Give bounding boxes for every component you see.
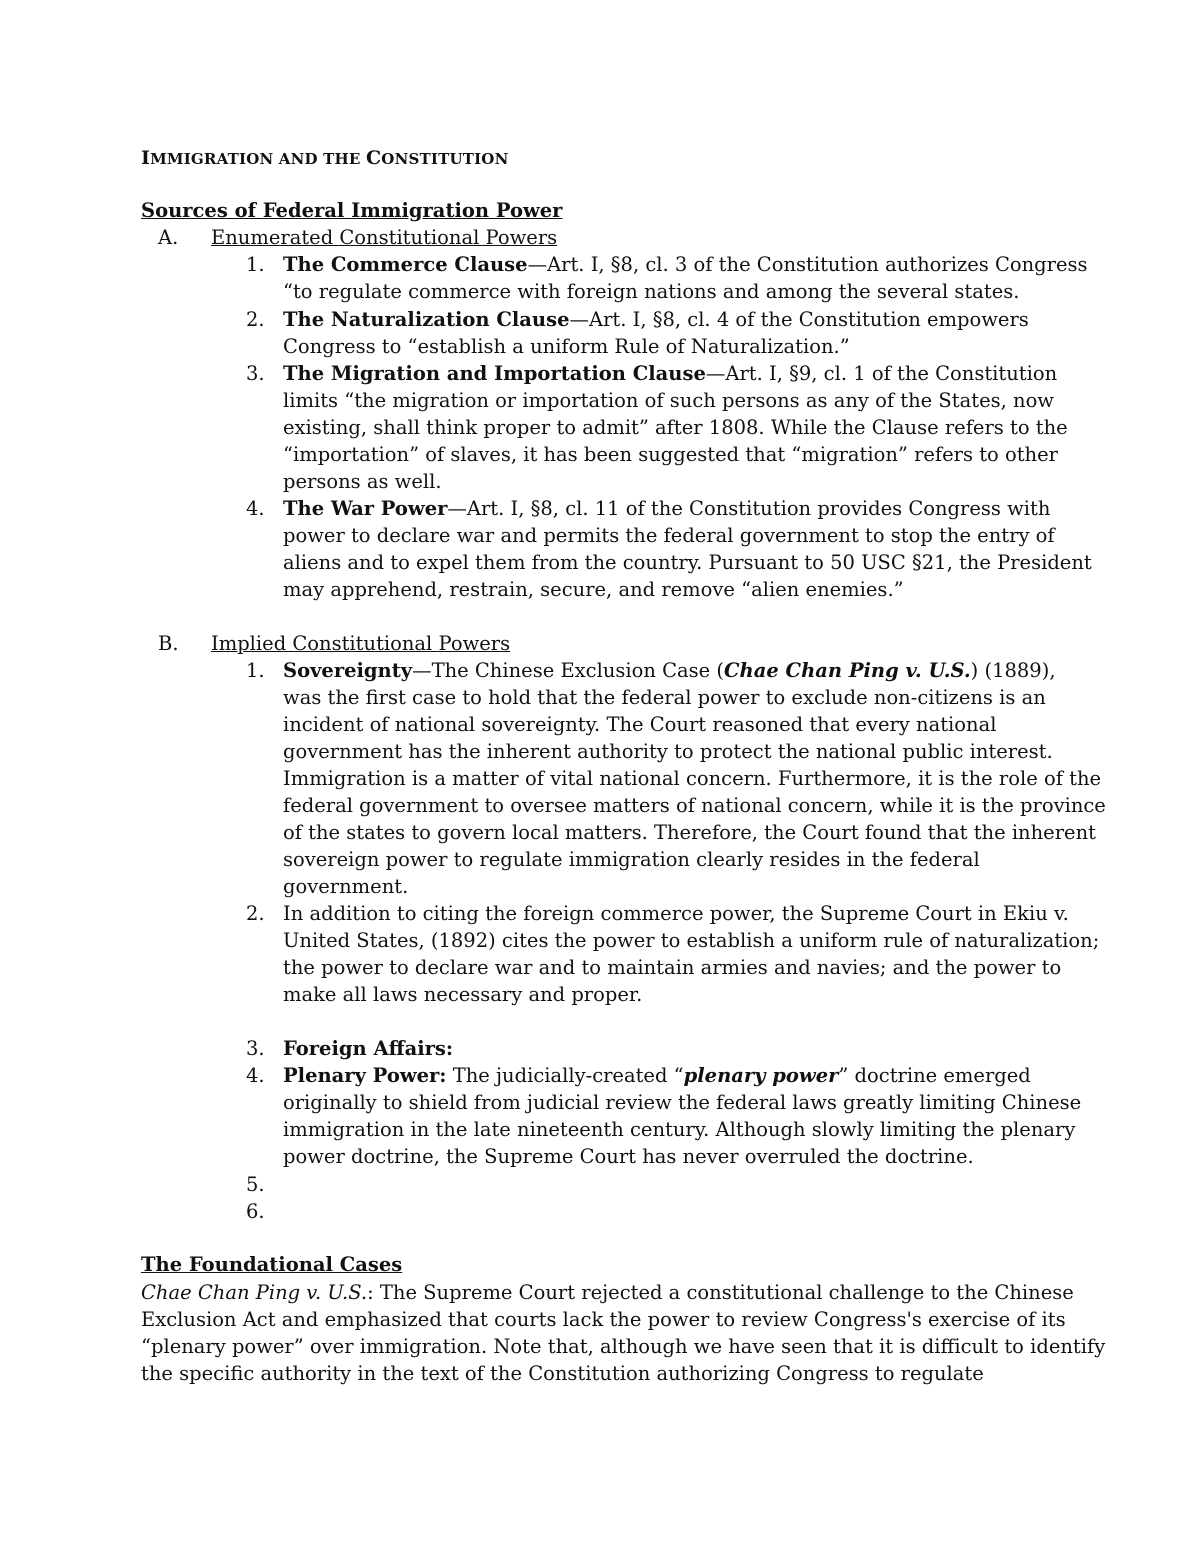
term-naturalization-clause: The Naturalization Clause	[283, 308, 570, 331]
term-war-power: The War Power	[283, 497, 448, 520]
term-commerce-clause: The Commerce Clause	[283, 253, 528, 276]
list-number-empty: 6.	[246, 1200, 265, 1223]
list-number: 4.	[246, 497, 265, 520]
list-item-naturalization-clause: The Naturalization Clause—Art. I, §8, cl. 4 of the Constitution empowers Congress to “establish a uniform Rule of Naturalization.”	[283, 308, 1029, 358]
subheading-implied: Implied Constitutional Powers	[211, 632, 511, 655]
paragraph-foundational-cases: Chae Chan Ping v. U.S.: The Supreme Court rejected a constitutional challenge to the Chinese Exclusion Act and emphasized that courts lack the power to review Congress's exercise of its “plenary power” over immigration. Note that, although we have seen that it is difficult to identify the specific authority in the text of the Constitution authorizing Congress to regulate	[141, 1281, 1106, 1385]
list-item-migration-clause: The Migration and Importation Clause—Art. I, §9, cl. 1 of the Constitution limits “the migration or importation of such persons as any of the States, now existing, shall think proper to admit” after 1808. While the Clause refers to the “importation” of slaves, it has been suggested that “migration” refers to other persons as well.	[283, 362, 1068, 493]
list-number-empty: 5.	[246, 1173, 265, 1196]
outline-letter-b: B.	[158, 632, 179, 655]
list-number: 1.	[246, 659, 265, 682]
list-item-sovereignty: Sovereignty—The Chinese Exclusion Case (Chae Chan Ping v. U.S.) (1889), was the first case to hold that the federal power to exclude non-citizens is an incident of national sovereignty. The Court reasoned that every national government has the inherent authority to protect the national public interest. Immigration is a matter of vital national concern. Furthermore, it is the role of the federal government to oversee matters of national concern, while it is the province of the states to govern local matters. Therefore, the Court found that the inherent sovereign power to regulate immigration clearly resides in the federal government.	[283, 659, 1106, 898]
list-number: 4.	[246, 1064, 265, 1087]
list-item-commerce-clause: The Commerce Clause—Art. I, §8, cl. 3 of the Constitution authorizes Congress “to regulate commerce with foreign nations and among the several states.	[283, 253, 1088, 303]
outline-letter-a: A.	[158, 226, 179, 249]
list-item-ekiu: In addition to citing the foreign commerce power, the Supreme Court in Ekiu v. United States, (1892) cites the power to establish a uniform rule of naturalization; the power to declare war and to maintain armies and navies; and the power to make all laws necessary and proper.	[283, 902, 1100, 1006]
term-migration-clause: The Migration and Importation Clause	[283, 362, 706, 385]
document-title: IMMIGRATION AND THE CONSTITUTION	[141, 147, 509, 169]
list-item-war-power: The War Power—Art. I, §8, cl. 11 of the Constitution provides Congress with power to declare war and permits the federal government to stop the entry of aliens and to expel them from the country. Pursuant to 50 USC §21, the President may apprehend, restrain, secure, and remove “alien enemies.”	[283, 497, 1092, 601]
list-number: 3.	[246, 1037, 265, 1060]
list-item-plenary-power: Plenary Power: The judicially-created “plenary power” doctrine emerged originally to shield from judicial review the federal laws greatly limiting Chinese immigration in the late nineteenth century. Although slowly limiting the plenary power doctrine, the Supreme Court has never overruled the doctrine.	[283, 1064, 1082, 1168]
term-plenary-power: Plenary Power:	[283, 1064, 447, 1087]
list-number: 2.	[246, 308, 265, 331]
term-foreign-affairs: Foreign Affairs:	[283, 1037, 454, 1060]
list-number: 2.	[246, 902, 265, 925]
list-number: 3.	[246, 362, 265, 385]
subheading-enumerated: Enumerated Constitutional Powers	[211, 226, 558, 249]
section-heading-foundational-cases: The Foundational Cases	[141, 1253, 403, 1276]
case-name-chae-chan-ping: Chae Chan Ping v. U.S.	[724, 659, 971, 682]
section-heading-sources: Sources of Federal Immigration Power	[141, 199, 563, 222]
list-number: 1.	[246, 253, 265, 276]
case-name-chae-chan-ping: Chae Chan Ping v. U.S.	[141, 1281, 368, 1304]
emphasis-plenary-power: plenary power	[683, 1064, 839, 1087]
term-sovereignty: Sovereignty	[283, 659, 413, 682]
list-item-foreign-affairs	[283, 1035, 453, 1062]
